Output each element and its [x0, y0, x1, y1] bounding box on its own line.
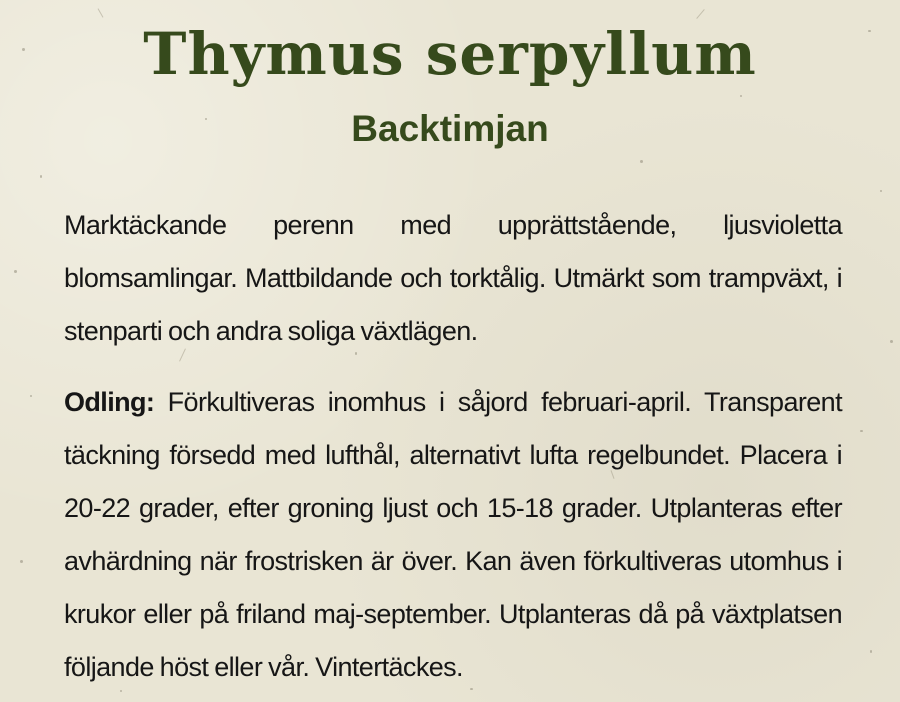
paper-fiber [696, 9, 704, 19]
description-paragraph: Marktäckande perenn med upprättstående, ljusvioletta blomsamlingar. Mattbildande och torktålig. Utmärkt som trampväxt, i stenparti och andra soliga växtlägen. [64, 210, 842, 346]
paper-speck [640, 160, 643, 163]
cultivation-text: Förkultiveras inomhus i såjord februari-april. Transparent täckning försedd med lufthål, alternativt lufta regelbundet. Placera i 20-22 grader, efter groning ljust och 15-18 grader. Utplanteras efter avhärdning när frostrisken är över. Kan även förkultiveras utomhus i krukor eller på friland maj-september. Utplanteras då på växtplatsen följande höst eller vår. Vintertäckes. [64, 387, 842, 682]
paper-speck [870, 650, 872, 653]
cultivation-label: Odling: [64, 387, 155, 417]
paper-speck [740, 95, 742, 97]
paper-speck [860, 430, 863, 432]
paper-speck [30, 395, 32, 397]
paper-speck [890, 340, 893, 343]
page-title: Thymus serpyllum [143, 20, 757, 88]
paper-fiber [98, 8, 104, 17]
paper-speck [20, 560, 23, 563]
paper-speck [40, 175, 42, 178]
paper-speck [880, 190, 882, 192]
page-subtitle: Backtimjan [351, 108, 549, 149]
cultivation-paragraph [64, 376, 842, 694]
paper-speck [14, 270, 17, 273]
